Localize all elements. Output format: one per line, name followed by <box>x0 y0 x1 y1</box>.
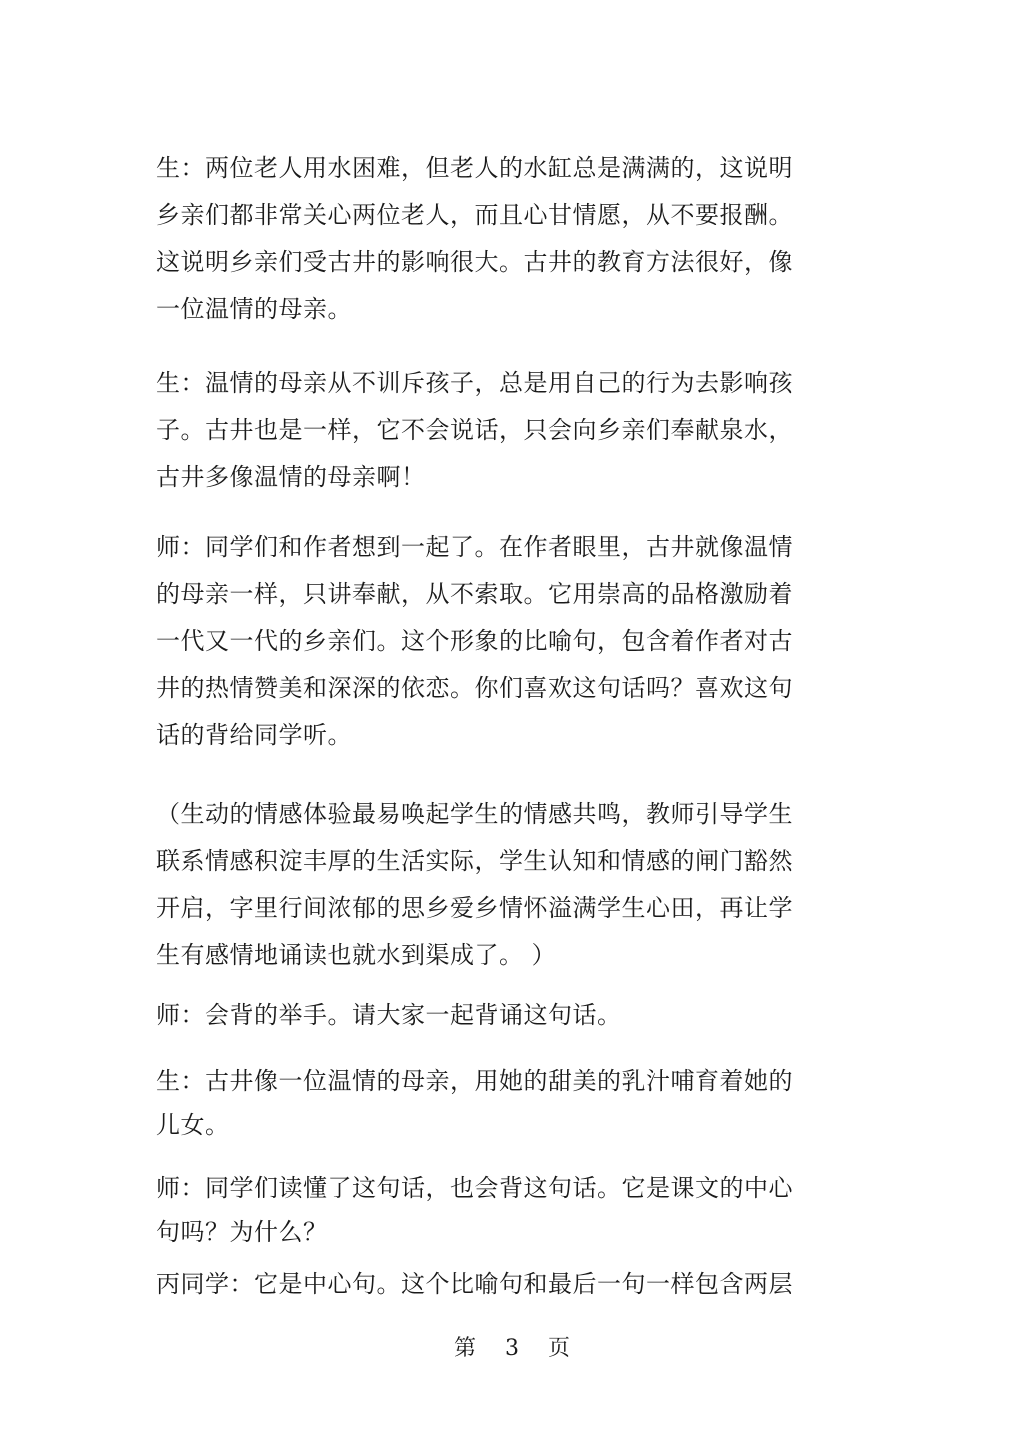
paragraph-student-2: 生：温情的母亲从不训斥孩子，总是用自己的行为去影响孩子。古井也是一样，它不会说话，只会向乡亲们奉献泉水，古井多像温情的母亲啊！ <box>156 369 793 491</box>
paragraph-teacher-1: 师：同学们和作者想到一起了。在作者眼里，古井就像温情的母亲一样，只讲奉献，从不索取。它用崇高的品格激励着一代又一代的乡亲们。这个形象的比喻句，包含着作者对古井的热情赞美和深深的依恋。你们喜欢这句话吗？喜欢这句话的背给同学听。 <box>156 533 793 749</box>
paragraph-teacher-2: 师：会背的举手。请大家一起背诵这句话。 <box>156 1001 622 1029</box>
paragraph-student-1: 生：两位老人用水困难，但老人的水缸总是满满的，这说明乡亲们都非常关心两位老人，而且心甘情愿，从不要报酬。这说明乡亲们受古井的影响很大。古井的教育方法很好，像一位温情的母亲。 <box>156 154 793 323</box>
paragraph-teacher-3: 师：同学们读懂了这句话，也会背这句话。它是课文的中心句吗？为什么？ <box>156 1174 793 1246</box>
page-number: 第 3 页 <box>454 1336 570 1361</box>
paragraph-student-4: 丙同学：它是中心句。这个比喻句和最后一句一样包含两层 <box>156 1270 793 1298</box>
paragraph-commentary: （生动的情感体验最易唤起学生的情感共鸣，教师引导学生联系情感积淀丰厚的生活实际，学生认知和情感的闸门豁然开启，字里行间浓郁的思乡爱乡情怀溢满学生心田，再让学生有感情地诵读也就水到渠成了。 ） <box>156 800 793 969</box>
paragraph-student-3: 生：古井像一位温情的母亲，用她的甜美的乳汁哺育着她的儿女。 <box>156 1067 793 1139</box>
